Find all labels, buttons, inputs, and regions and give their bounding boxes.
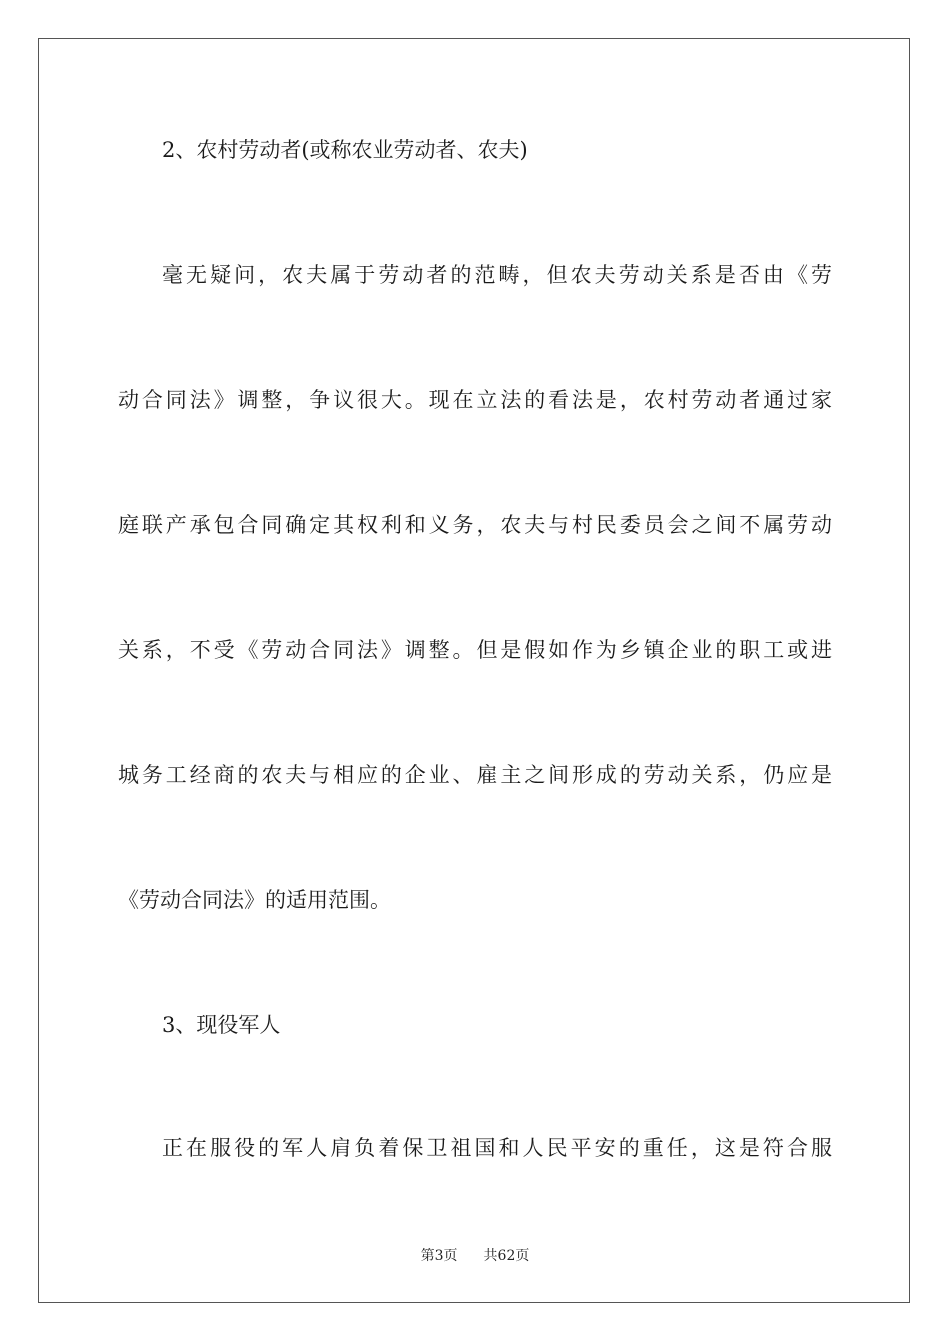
section-heading-3: 3、现役军人 <box>162 1013 281 1037</box>
page-total: 共62页 <box>483 1248 530 1264</box>
paragraph-line: 城务工经商的农夫与相应的企业、雇主之间形成的劳动关系，仍应是 <box>118 763 832 787</box>
page-number: 第3页 <box>420 1248 458 1264</box>
page-border <box>38 38 910 1303</box>
section-heading-2: 2、农村劳动者(或称农业劳动者、农夫) <box>162 138 528 162</box>
paragraph-line: 庭联产承包合同确定其权利和义务，农夫与村民委员会之间不属劳动 <box>118 513 832 537</box>
paragraph-line: 关系，不受《劳动合同法》调整。但是假如作为乡镇企业的职工或进 <box>118 638 832 662</box>
page-footer <box>0 1246 950 1266</box>
paragraph-line: 正在服役的军人肩负着保卫祖国和人民平安的重任，这是符合服 <box>162 1136 832 1160</box>
paragraph-line: 《劳动合同法》的适用范围。 <box>118 888 391 912</box>
paragraph-line: 毫无疑问，农夫属于劳动者的范畴，但农夫劳动关系是否由《劳 <box>162 263 832 287</box>
paragraph-line: 动合同法》调整，争议很大。现在立法的看法是，农村劳动者通过家 <box>118 388 832 412</box>
